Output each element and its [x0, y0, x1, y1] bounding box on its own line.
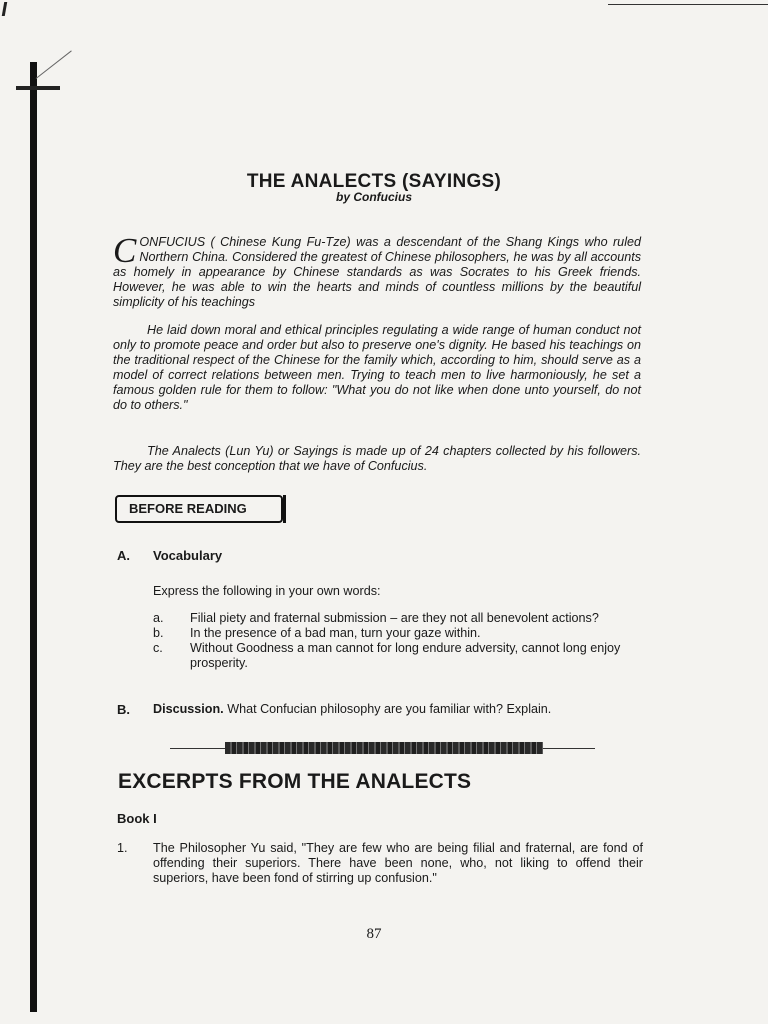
list-item: [153, 626, 643, 641]
vocabulary-list: [153, 611, 643, 671]
section-b-letter: B.: [117, 702, 130, 717]
divider-bar: [225, 742, 543, 754]
saying-number: 1.: [117, 841, 128, 855]
list-item-text: In the presence of a bad man, turn your gaze within.: [190, 626, 481, 640]
list-item-text: Without Goodness a man cannot for long endure adversity, cannot long enjoy prosperity.: [190, 641, 621, 670]
section-a-title: Vocabulary: [153, 548, 223, 563]
section-a-letter: A.: [117, 548, 130, 563]
list-item: [153, 641, 643, 671]
list-item-text: Filial piety and fraternal submission – are they not all benevolent actions?: [190, 611, 599, 625]
list-item-letter: b.: [153, 626, 164, 640]
scan-corner-mark: [2, 2, 7, 16]
binding-notch: [16, 86, 60, 90]
scan-scratch: [36, 50, 72, 78]
book-heading: Book I: [117, 811, 157, 826]
saying-text: The Philosopher Yu said, "They are few who are being filial and fraternal, are fond of offending their superiors. There have been none, who, not liking to offend their superiors, have been fond of stirring up confusion.": [153, 841, 643, 885]
drop-cap: C: [113, 231, 137, 270]
section-divider: [170, 742, 595, 754]
excerpts-heading: EXCERPTS FROM THE ANALECTS: [118, 770, 472, 793]
list-item: [153, 611, 643, 626]
section-b-title: Discussion.: [153, 702, 224, 716]
intro-paragraph-1-text: ONFUCIUS ( Chinese Kung Fu-Tze) was a descendant of the Shang Kings who ruled Northern China. Considered the greatest of Chinese philosophers, he was by all accounts as homely in appearance by Chinese standards as was Socrates to his Greek friends. However, he was able to win the hearts and minds of countless millions by the beautiful simplicity of his teachings: [113, 235, 641, 309]
binding-edge: [30, 62, 37, 1012]
intro-paragraph-1: [113, 231, 641, 310]
scan-top-rule: [608, 4, 768, 5]
vocabulary-instruction: Express the following in your own words:: [153, 584, 381, 598]
intro-paragraph-3: The Analects (Lun Yu) or Sayings is made up of 24 chapters collected by his followers. They are the best conception that we have of Confucius.: [113, 444, 641, 473]
intro-paragraph-2: He laid down moral and ethical principles regulating a wide range of human conduct not only to promote peace and order but also to preserve one's dignity. He based his teachings on the traditional respect of the Chinese for the family which, according to him, should serve as a model of correct relations between men. Trying to teach men to live harmoniously, he set a famous golden rule for them to follow: "What you do not like when done unto yourself, do not do to others.": [113, 323, 641, 412]
page-number: 87: [366, 926, 382, 942]
section-b-line: [153, 702, 551, 716]
discussion-question: What Confucian philosophy are you familiar with? Explain.: [227, 702, 552, 716]
byline: by Confucius: [335, 190, 412, 204]
list-item-letter: a.: [153, 611, 164, 625]
list-item-letter: c.: [153, 641, 163, 655]
page-title: THE ANALECTS (SAYINGS): [246, 171, 502, 192]
before-reading-heading: BEFORE READING: [115, 495, 283, 523]
